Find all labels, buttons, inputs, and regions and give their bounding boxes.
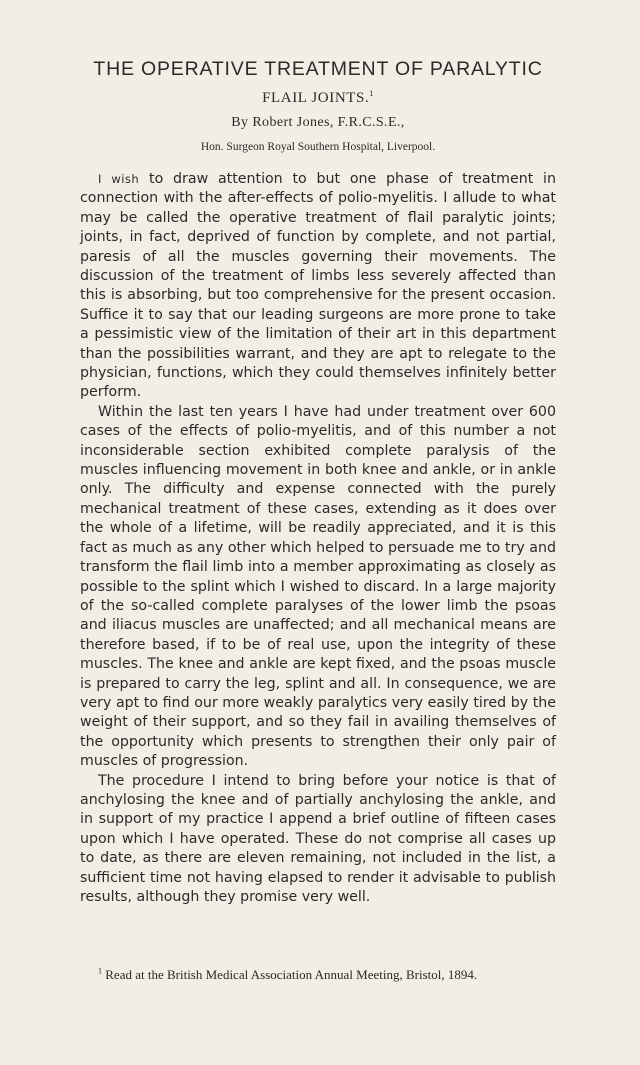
paragraph-text: to draw attention to but one phase of treatment in connection with the after-effects of polio-myelitis. I allude to what may be called the operative treatment of flail paralytic joints; joints, in fact, deprived of function by complete, and not partial, paresis of all the muscles governing their movements. The discussion of the treatment of limbs less severely affected than this is absorbing, but too comprehensive for the present occasion. Suffice it to say that our leading surgeons are more prone to take a pessimistic view of the limitation of their art in this department than the possibilities warrant, and they are apt to relegate to the physician, functions, which they could themselves infinitely better perform. xyxy=(80,170,556,401)
author-line xyxy=(80,115,556,132)
article-body xyxy=(80,170,556,907)
paragraph-lead-smallcaps: I wish xyxy=(98,171,140,186)
author-affiliation: Hon. Surgeon Royal Southern Hospital, Liverpool. xyxy=(200,141,436,154)
article-subtitle-text: FLAIL JOINTS. xyxy=(262,90,370,107)
footnote-mark: 1 xyxy=(98,966,102,976)
article-subtitle xyxy=(80,89,556,107)
footnote-reference: 1 xyxy=(369,89,374,99)
article-title: THE OPERATIVE TREATMENT OF PARALYTIC xyxy=(93,58,543,80)
footnote xyxy=(80,967,556,983)
paragraph: The procedure I intend to bring before your notice is that of anchylosing the knee and of partially anchylosing the ankle, and in support of my practice I append a brief outline of fifteen cases upon which I have operated. These do not comprise all cases up to date, as there are eleven remaining, not included in the list, a sufficient time not having elapsed to render it advisable to publish results, although they promise very well. xyxy=(80,772,556,906)
author-prefix: By xyxy=(231,115,249,131)
author-name: Robert Jones, F.R.C.S.E., xyxy=(252,115,405,131)
footnote-text: Read at the British Medical Association Annual Meeting, Bristol, 1894. xyxy=(102,967,478,982)
paragraph xyxy=(80,170,556,403)
paragraph: Within the last ten years I have had under treatment over 600 cases of the effects of polio-myelitis, and of this number a not inconsiderable section exhibited complete paralysis of the muscles influencing movement in both knee and ankle, or in ankle only. The difficulty and expense connected with the purely mechanical treatment of these cases, extending as it does over the whole of a lifetime, will be readily appreciated, and it is this fact as much as any other which helped to persuade me to try and transform the flail limb into a member approximating as closely as possible to the splint which I wished to discard. In a large majority of the so-called complete paralyses of the lower limb the psoas and iliacus muscles are unaffected; and all mechanical means are therefore based, if to be of real use, upon the integrity of these muscles. The knee and ankle are kept fixed, and the psoas muscle is prepared to carry the leg, splint and all. In consequence, we are very apt to find our more weakly paralytics very easily tired by the weight of their support, and so they fail in availing themselves of the opportunity which presents to strengthen their only pair of muscles of progression. xyxy=(80,403,556,770)
